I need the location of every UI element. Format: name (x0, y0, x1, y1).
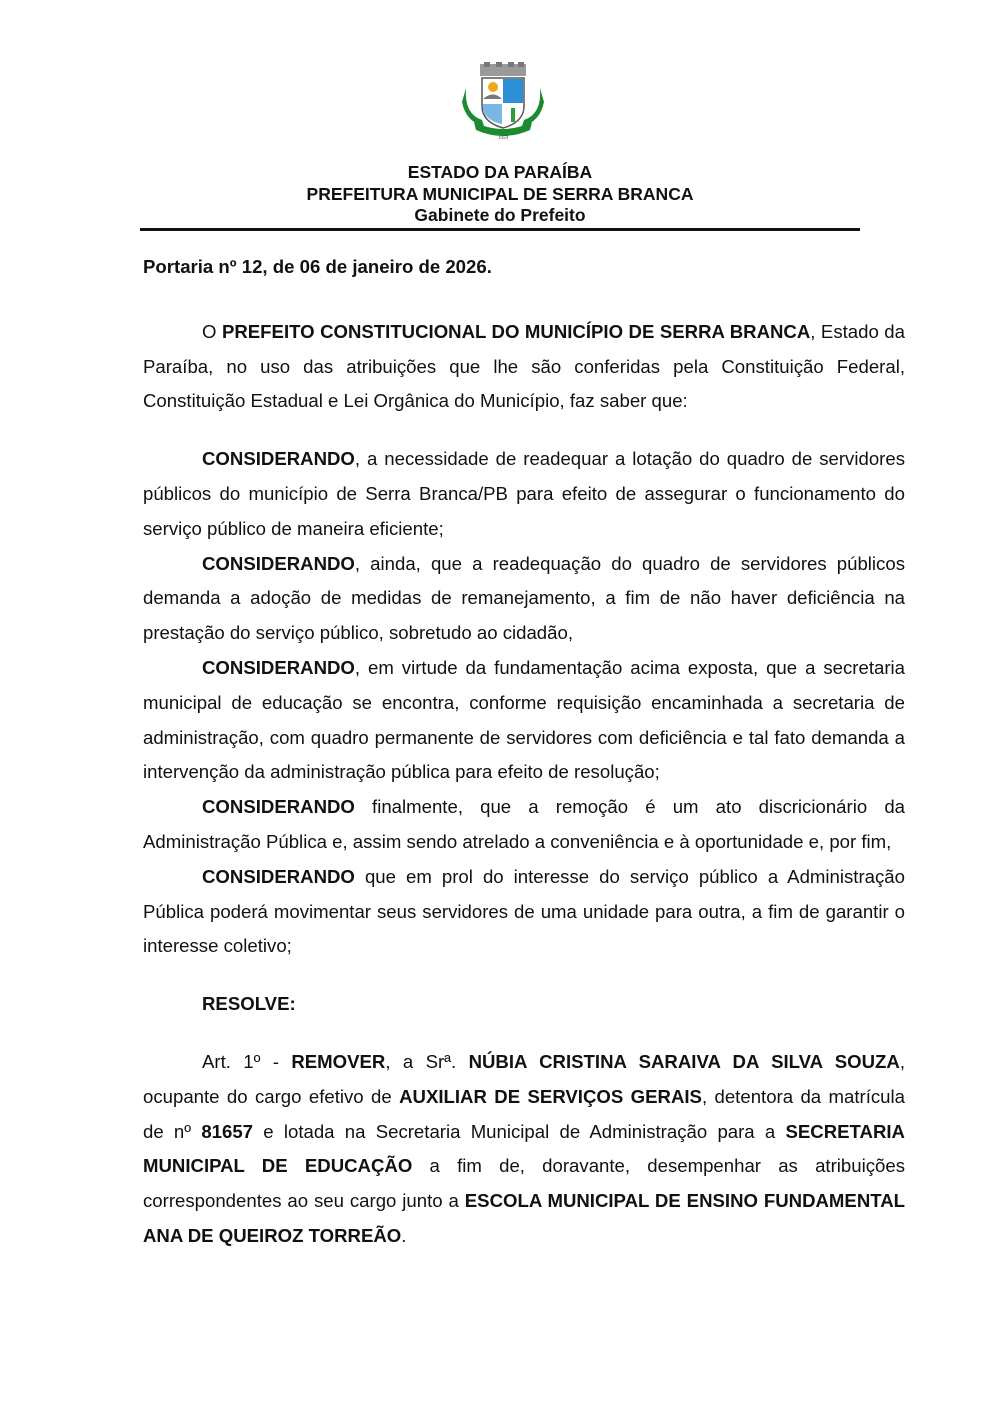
svg-text:1959: 1959 (498, 136, 508, 140)
considerando-paragraph: CONSIDERANDO que em prol do interesse do serviço público a Administração Pública poderá movimentar seus servidores de uma unidade para outra, a fim de garantir o interesse coletivo; (143, 865, 905, 957)
considerando-paragraph: CONSIDERANDO, a necessidade de readequar a lotação do quadro de servidores públicos do município de Serra Branca/PB para efeito de assegurar o funcionamento do serviço público de maneira eficiente; (143, 448, 905, 539)
considerando-paragraph: CONSIDERANDO, em virtude da fundamentação acima exposta, que a secretaria municipal de educação se encontra, conforme requisição encaminhada a secretaria de administração, com quadro permanente de servidores com deficiência e tal fato demanda a intervenção da administração pública para efeito de resolução; (143, 656, 905, 783)
article-1: Art. 1º - REMOVER, a Srª. NÚBIA CRISTINA SARAIVA DA SILVA SOUZA, ocupante do cargo efetivo de AUXILIAR DE SERVIÇOS GERAIS, detentora da matrícula de nº 81657 e lotada na Secretaria Municipal de Administração para a SECRETARIA MUNICIPAL DE EDUCAÇÃO a fim de, doravante, desempenhar as atribuições correspondentes ao seu cargo junto a ESCOLA MUNICIPAL DE ENSINO FUNDAMENTAL ANA DE QUEIROZ TORREÃO. (143, 1050, 906, 1246)
considerando-paragraph: CONSIDERANDO, ainda, que a readequação do quadro de servidores públicos demanda a adoção de medidas de remanejamento, a fim de não haver deficiência na prestação do serviço público, sobretudo ao cidadão, (143, 552, 905, 644)
header-office: Gabinete do Prefeito (414, 205, 586, 225)
header-divider (140, 228, 860, 231)
intro-paragraph: O PREFEITO CONSTITUCIONAL DO MUNICÍPIO DE SERRA BRANCA, Estado da Paraíba, no uso das atribuições que lhe são conferidas pela Constituição Federal, Constituição Estadual e Lei Orgânica do Município, faz saber que: (143, 320, 905, 412)
considerando-paragraph: CONSIDERANDO finalmente, que a remoção é um ato discricionário da Administração Pública e, assim sendo atrelado a conveniência e à oportunidade e, por fim, (143, 796, 905, 852)
header-state: ESTADO DA PARAÍBA (407, 162, 593, 182)
municipal-coat-of-arms-logo (462, 62, 544, 140)
document-body (143, 250, 905, 1254)
document-header (0, 162, 1000, 227)
portaria-title: Portaria nº 12, de 06 de janeiro de 2026. (143, 256, 492, 277)
resolve-heading: RESOLVE: (202, 993, 296, 1015)
header-prefecture: PREFEITURA MUNICIPAL DE SERRA BRANCA (306, 183, 694, 204)
